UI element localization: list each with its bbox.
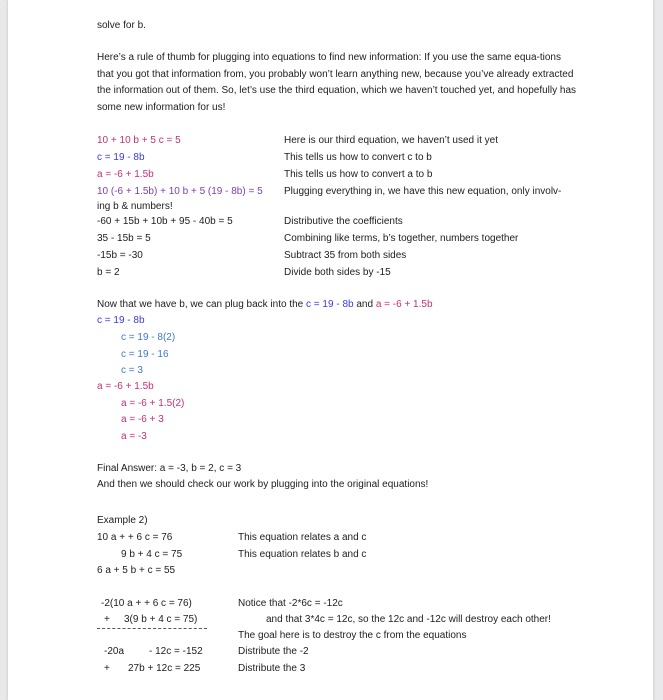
combined-equation: 35 - 15b = 5 xyxy=(97,233,151,244)
distributed-eq-1b: - 12c = -152 xyxy=(149,646,203,657)
b-solution: b = 2 xyxy=(97,267,120,278)
step-note-3: This tells us how to convert a to b xyxy=(284,169,433,180)
example-eq-1: 10 a + + 6 c = 76 xyxy=(97,532,173,543)
rule-of-thumb-paragraph: Here’s a rule of thumb for plugging into equations to find new information: If you use the same equa-tions that you got that information from, you probably won’t learn anything new, because you’ve already extracted the information out of them. So, let’s use the third equation, which we haven’t touched yet, and hopefully has some new information for us! xyxy=(97,52,577,113)
distributed-equation: -60 + 15b + 10b + 95 - 40b = 5 xyxy=(97,216,233,227)
example-eq-3: 6 a + 5 b + c = 55 xyxy=(97,565,176,576)
example-note-1: This equation relates a and c xyxy=(238,532,367,543)
example-note-2: This equation relates b and c xyxy=(238,549,367,560)
step-note-6: Combining like terms, b’s together, numbers together xyxy=(284,233,519,244)
subtracted-equation: -15b = -30 xyxy=(97,250,143,261)
multiplied-eq-1: -2(10 a + + 6 c = 76) xyxy=(101,598,192,609)
notice-note-2: and that 3*4c = 12c, so the 12c and -12c will destroy each other! xyxy=(266,614,551,625)
plug-back-line: Now that we have b, we can plug back into the c = 19 - 8b and a = -6 + 1.5b xyxy=(97,299,433,310)
distributed-eq-2: 27b + 12c = 225 xyxy=(128,663,201,674)
final-answer: Final Answer: a = -3, b = 2, c = 3 xyxy=(97,463,242,474)
third-equation: 10 + 10 b + 5 c = 5 xyxy=(97,135,181,146)
a-in-terms-of-b: a = -6 + 1.5b xyxy=(97,169,154,180)
notice-note-1: Notice that -2*6c = -12c xyxy=(238,598,343,609)
plus-sign-1: + xyxy=(104,614,110,625)
step-note-5: Distributive the coefficients xyxy=(284,216,403,227)
distribute-neg2-note: Distribute the -2 xyxy=(238,646,309,657)
substituted-equation: 10 (-6 + 1.5b) + 10 b + 5 (19 - 8b) = 5 xyxy=(97,186,263,197)
intro-text: solve for b. xyxy=(97,20,146,31)
step-note-8: Divide both sides by -15 xyxy=(284,267,391,278)
c-in-terms-of-b: c = 19 - 8b xyxy=(97,152,145,163)
distribute-3-note: Distribute the 3 xyxy=(238,663,306,674)
c-step-1: c = 19 - 8(2) xyxy=(121,332,176,343)
check-note: And then we should check our work by plugging into the original equations! xyxy=(97,479,429,490)
goal-note: The goal here is to destroy the c from the equations xyxy=(238,630,467,641)
step-note-7: Subtract 35 from both sides xyxy=(284,250,407,261)
substituted-note-cont: ing b & numbers! xyxy=(97,201,173,212)
c-equation: c = 19 - 8b xyxy=(97,315,145,326)
c-step-3: c = 3 xyxy=(121,365,143,376)
step-note-2: This tells us how to convert c to b xyxy=(284,152,432,163)
plus-sign-2: + xyxy=(104,663,110,674)
distributed-eq-1a: -20a xyxy=(104,646,125,657)
c-step-2: c = 19 - 16 xyxy=(121,349,169,360)
multiplied-eq-2: 3(9 b + 4 c = 75) xyxy=(124,614,198,625)
a-step-1: a = -6 + 1.5(2) xyxy=(121,398,185,409)
step-note-4: Plugging everything in, we have this new equation, only involv- xyxy=(284,186,562,197)
a-step-2: a = -6 + 3 xyxy=(121,414,164,425)
a-equation: a = -6 + 1.5b xyxy=(97,381,154,392)
a-step-3: a = -3 xyxy=(121,431,147,442)
example-title: Example 2) xyxy=(97,515,148,526)
example-eq-2: 9 b + 4 c = 75 xyxy=(121,549,183,560)
step-note-1: Here is our third equation, we haven’t used it yet xyxy=(284,135,499,146)
sum-divider xyxy=(97,628,207,629)
